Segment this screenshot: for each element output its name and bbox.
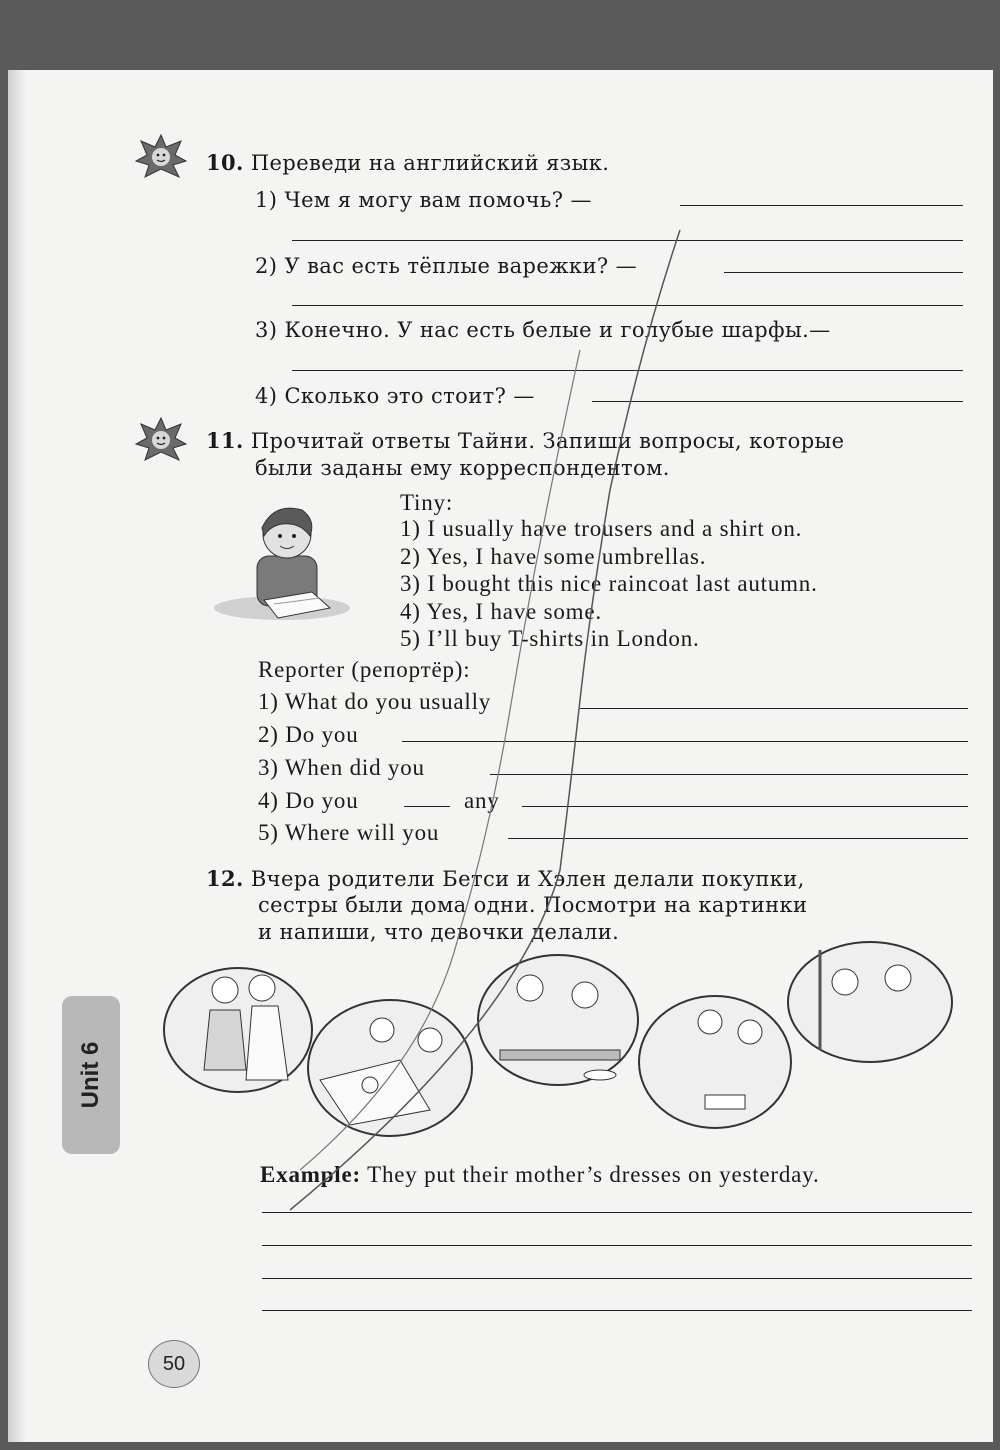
question-text: Do you [285,788,359,813]
question-text: When did you [284,755,425,780]
question-text: What do you usually [284,689,492,714]
question-number: 2) [258,722,279,747]
ex10-heading [206,150,609,175]
ex12-number: 12. [206,866,244,891]
page-number: 50 [148,1340,200,1388]
answer-line[interactable] [724,272,963,273]
answer-number: 4) [400,599,421,624]
ex11-instruction-line2: были заданы ему корреспондентом. [255,456,670,480]
star-difficulty-icon [135,416,187,462]
answer-text: Yes, I have some. [426,599,602,624]
example-text: They put their mother’s dresses on yesterday. [367,1162,820,1187]
ex10-number: 10. [206,150,244,175]
answer-text: Yes, I have some umbrellas. [426,544,707,569]
answer-text: I bought this nice raincoat last autumn. [427,571,818,596]
ex12-instruction-line2: сестры были дома одни. Посмотри на картинки [258,893,808,917]
answer-number: 5) [400,626,421,651]
answer-line[interactable] [262,1310,972,1311]
unit-tab-label: Unit 6 [77,1041,104,1109]
ex11-number: 11. [206,428,244,453]
star-difficulty-icon [135,133,187,179]
ex12-instruction-line1: Вчера родители Бетси и Хэлен делали покупки, [250,867,805,891]
tiny-label: Tiny: [400,490,454,515]
pencil-scribble [280,230,730,1220]
ex12-instruction-line3: и напиши, что девочки делали. [258,920,620,944]
item-text: Конечно. У нас есть белые и голубые шарфы.— [284,318,831,342]
ex10-item-1 [255,188,592,212]
question-4-any: any [464,788,500,813]
question-text: Do you [285,722,359,747]
item-text: Чем я могу вам помочь? — [284,188,592,212]
answer-text: I usually have trousers and a shirt on. [427,516,803,541]
binding-edge [8,70,26,1442]
question-text: Where will you [284,820,440,845]
question-number: 5) [258,820,279,845]
ex11-instruction-line1: Прочитай ответы Тайни. Запиши вопросы, которые [250,429,845,453]
item-text: Сколько это стоит? — [284,384,535,408]
item-number: 2) [255,254,278,278]
item-number: 4) [255,384,278,408]
answer-number: 1) [400,516,421,541]
question-number: 3) [258,755,279,780]
answer-number: 3) [400,571,421,596]
answer-line[interactable] [680,205,963,206]
item-text: У вас есть тёплые варежки? — [284,254,637,278]
answer-line[interactable] [262,1278,972,1279]
reporter-label: Reporter (репортёр): [258,657,471,682]
question-number: 4) [258,788,279,813]
picture-window [788,942,952,1062]
example-label: Example: [260,1162,361,1187]
item-number: 3) [255,318,278,342]
answer-line[interactable] [262,1245,972,1246]
item-number: 1) [255,188,278,212]
answer-text: I’ll buy T-shirts in London. [427,626,700,651]
unit-tab [62,996,120,1154]
answer-number: 2) [400,544,421,569]
question-number: 1) [258,689,279,714]
ex10-instruction: Переведи на английский язык. [250,151,610,175]
